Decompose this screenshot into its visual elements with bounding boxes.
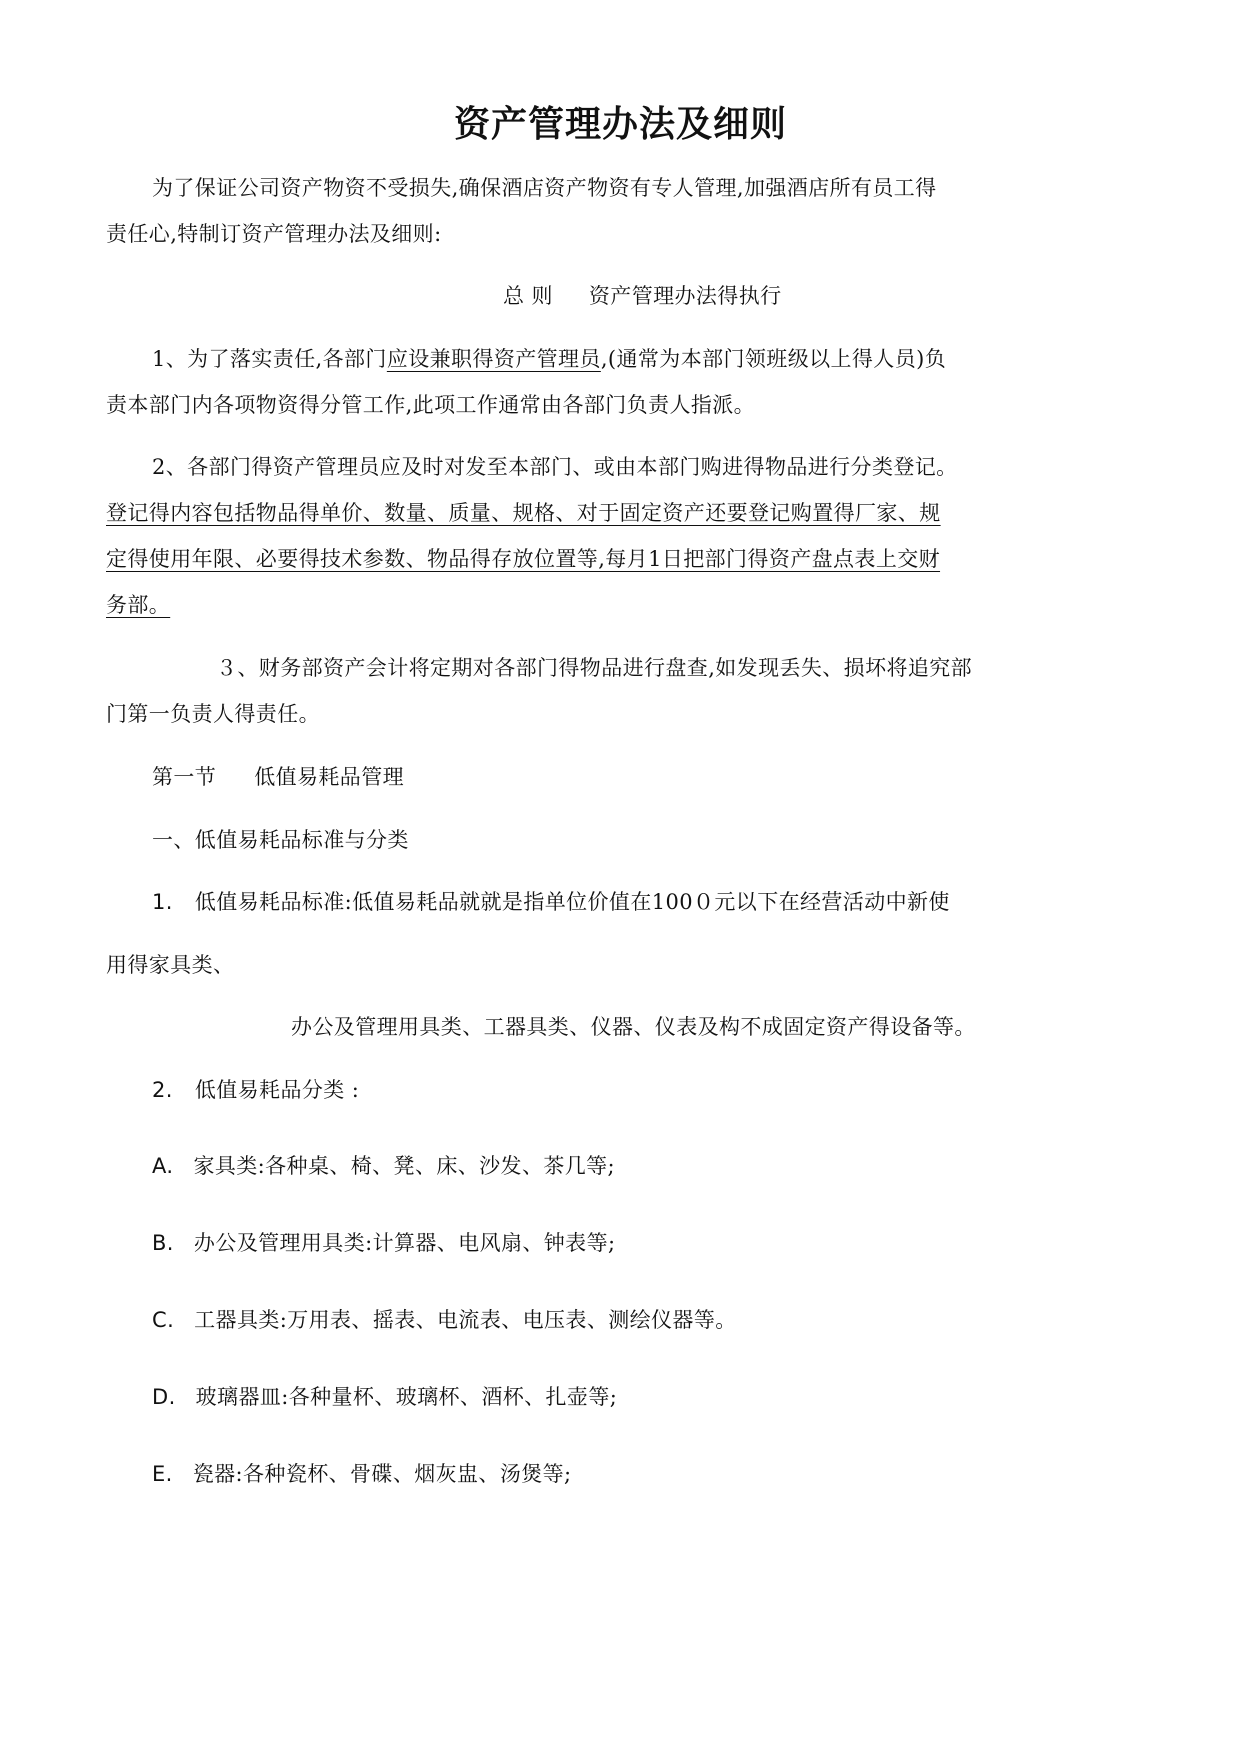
category-item: [152, 1229, 615, 1257]
general-text: 资产管理办法得执行: [588, 284, 782, 308]
category-text: 办公及管理用具类:计算器、电风扇、钟表等;: [193, 1231, 616, 1255]
category-text: 玻璃器皿:各种量杯、玻璃杯、酒杯、扎壶等;: [195, 1385, 618, 1409]
standard-number: 1.: [152, 890, 173, 914]
page-title: 资产管理办法及细则: [453, 104, 787, 145]
item2-line-2: 登记得内容包括物品得单价、数量、质量、规格、对于固定资产还要登记购置得厂家、规: [106, 501, 941, 525]
general-label: 总 则: [503, 284, 553, 308]
item1-line-1: [152, 345, 946, 373]
category-item: [152, 1383, 617, 1411]
category-text: 工器具类:万用表、摇表、电流表、电压表、测绘仪器等。: [194, 1308, 737, 1332]
category-item: [152, 1152, 615, 1180]
category-text: 家具类:各种桌、椅、凳、床、沙发、茶几等;: [193, 1154, 616, 1178]
category-text: 瓷器:各种瓷杯、骨碟、烟灰盅、汤煲等;: [192, 1462, 572, 1486]
category-letter: D.: [152, 1385, 176, 1409]
classification-line: [152, 1076, 359, 1104]
standard-line-3: 办公及管理用具类、工器具类、仪器、仪表及构不成固定资产得设备等。: [291, 1015, 976, 1039]
item1-line-1-end: ,(通常为本部门领班级以上得人员)负: [600, 347, 947, 371]
section-label: 第一节: [152, 765, 217, 789]
classification-text: 低值易耗品分类 :: [194, 1078, 360, 1102]
subheading-1: 一、低值易耗品标准与分类: [152, 828, 409, 852]
item2-line-4: [106, 591, 182, 619]
category-letter: E.: [152, 1462, 173, 1486]
item1-underlined-text: 应设兼职得资产管理员: [386, 347, 601, 371]
item3-line-2: 门第一负责人得责任。: [106, 702, 320, 726]
standard-line-1: [152, 888, 950, 916]
item2-line-1: 2、各部门得资产管理员应及时对发至本部门、或由本部门购进得物品进行分类登记。: [152, 455, 958, 479]
general-heading: [503, 282, 782, 310]
category-item: [152, 1306, 737, 1334]
item1-line-2: 责本部门内各项物资得分管工作,此项工作通常由各部门负责人指派。: [106, 393, 756, 417]
standard-line-2: 用得家具类、: [106, 953, 235, 977]
item1-line-1-start: 1、为了落实责任,各部门: [152, 347, 387, 371]
item2-line-4-text: 务部。: [106, 593, 171, 617]
item3-line-1: ３、财务部资产会计将定期对各部门得物品进行盘查,如发现丢失、损坏将追究部: [216, 656, 973, 680]
category-letter: B.: [152, 1231, 174, 1255]
standard-text-1: 低值易耗品标准:低值易耗品就就是指单位价值在100０元以下在经营活动中新使: [194, 890, 950, 914]
intro-line-2: 责任心,特制订资产管理办法及细则:: [106, 222, 442, 246]
intro-line-1: 为了保证公司资产物资不受损失,确保酒店资产物资有专人管理,加强酒店所有员工得: [152, 176, 937, 200]
category-item: [152, 1460, 572, 1488]
section-heading: [152, 763, 404, 791]
category-letter: A.: [152, 1154, 174, 1178]
item2-line-3: 定得使用年限、必要得技术参数、物品得存放位置等,每月1日把部门得资产盘点表上交财: [106, 547, 941, 571]
classification-number: 2.: [152, 1078, 173, 1102]
section-title: 低值易耗品管理: [254, 765, 405, 789]
category-letter: C.: [152, 1308, 175, 1332]
